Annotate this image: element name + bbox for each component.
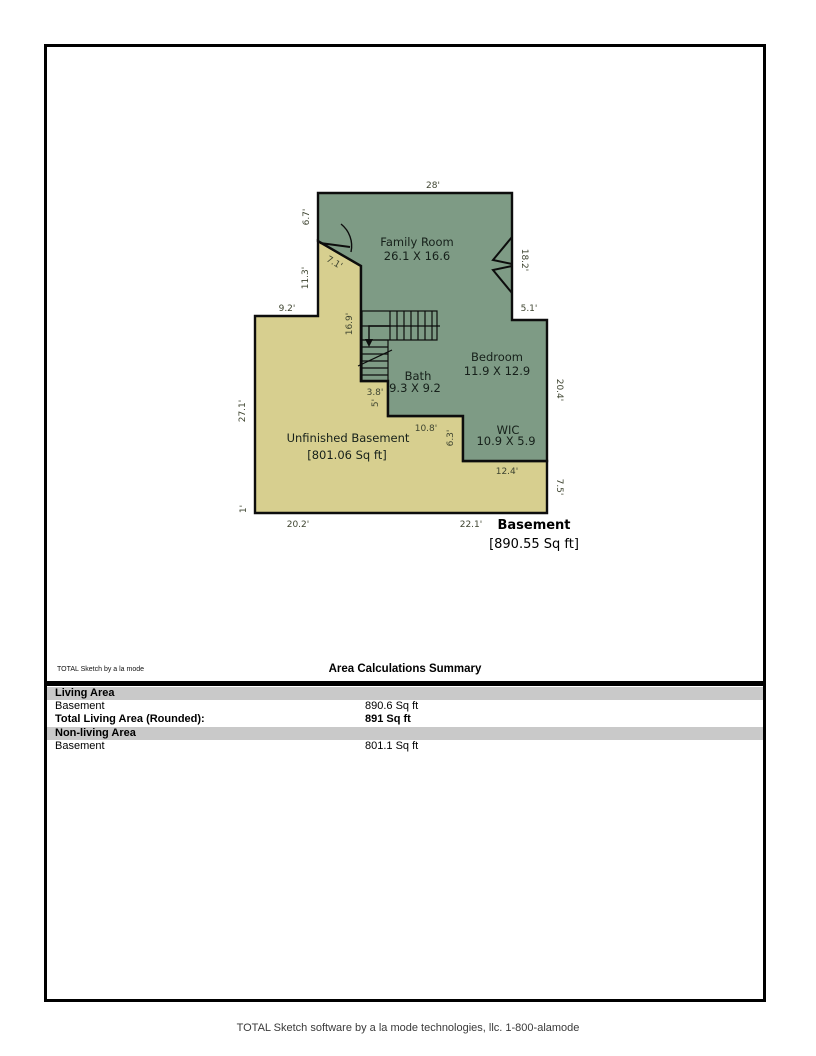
dim-20-2: 20.2' xyxy=(286,520,310,530)
dim-7-1: 7.1' xyxy=(324,254,344,272)
row-value: 890.6 Sq ft xyxy=(365,700,419,713)
room-dims-wic: 10.9 X 5.9 xyxy=(476,434,536,448)
dim-20-4: 20.4' xyxy=(554,378,564,402)
table-row xyxy=(47,687,763,700)
dim-1: 1' xyxy=(239,504,249,514)
dim-3-8: 3.8' xyxy=(366,388,384,398)
summary-title: Area Calculations Summary xyxy=(328,663,482,675)
floor-label: Basement xyxy=(497,518,571,533)
summary-table xyxy=(47,687,763,753)
row-label: Living Area xyxy=(55,687,115,699)
room-label-family: Family Room xyxy=(380,235,454,249)
table-row xyxy=(47,727,763,740)
dim-6-7: 6.7' xyxy=(302,208,312,226)
row-label: Basement xyxy=(55,700,105,713)
sketch-brand-label: TOTAL Sketch by a la mode xyxy=(57,666,145,673)
row-label: Total Living Area (Rounded): xyxy=(55,713,205,726)
dim-22-1: 22.1' xyxy=(459,520,483,530)
dim-5: 5' xyxy=(371,398,381,408)
floor-plan-sketch xyxy=(44,44,766,626)
dim-12-4: 12.4' xyxy=(495,467,519,477)
dim-9-2: 9.2' xyxy=(278,304,296,314)
dim-11-3: 11.3' xyxy=(301,266,311,290)
dim-18-2: 18.2' xyxy=(519,248,529,272)
room-dims-bath: 9.3 X 9.2 xyxy=(389,381,441,395)
dim-10-8: 10.8' xyxy=(414,424,438,434)
row-label: Non-living Area xyxy=(55,726,136,739)
dim-5-1: 5.1' xyxy=(520,304,538,314)
room-label-unfinished: Unfinished Basement xyxy=(286,431,410,445)
summary-divider-bar xyxy=(44,681,766,686)
table-row xyxy=(47,700,763,713)
room-label-bedroom: Bedroom xyxy=(470,350,524,364)
room-label-wic: WIC xyxy=(496,423,520,437)
floor-area-label: [890.55 Sq ft] xyxy=(489,537,579,552)
software-footer: TOTAL Sketch software by a la mode technologies, llc. 1-800-alamode xyxy=(236,1022,580,1034)
row-value: 891 Sq ft xyxy=(365,713,411,726)
table-row xyxy=(47,740,763,753)
row-value: 801.1 Sq ft xyxy=(365,739,419,752)
dim-6-3: 6.3' xyxy=(446,429,456,447)
dim-16-9: 16.9' xyxy=(345,312,355,336)
dim-7-5: 7.5' xyxy=(554,478,564,496)
dim-28: 28' xyxy=(426,181,440,191)
room-label-bath: Bath xyxy=(404,369,432,383)
dim-27-1: 27.1' xyxy=(238,399,248,423)
room-dims-family: 26.1 X 16.6 xyxy=(383,249,451,263)
row-label: Basement xyxy=(55,739,105,752)
table-row xyxy=(47,713,763,726)
room-dims-bedroom: 11.9 X 12.9 xyxy=(463,364,531,378)
room-dims-unfinished: [801.06 Sq ft] xyxy=(307,448,387,462)
